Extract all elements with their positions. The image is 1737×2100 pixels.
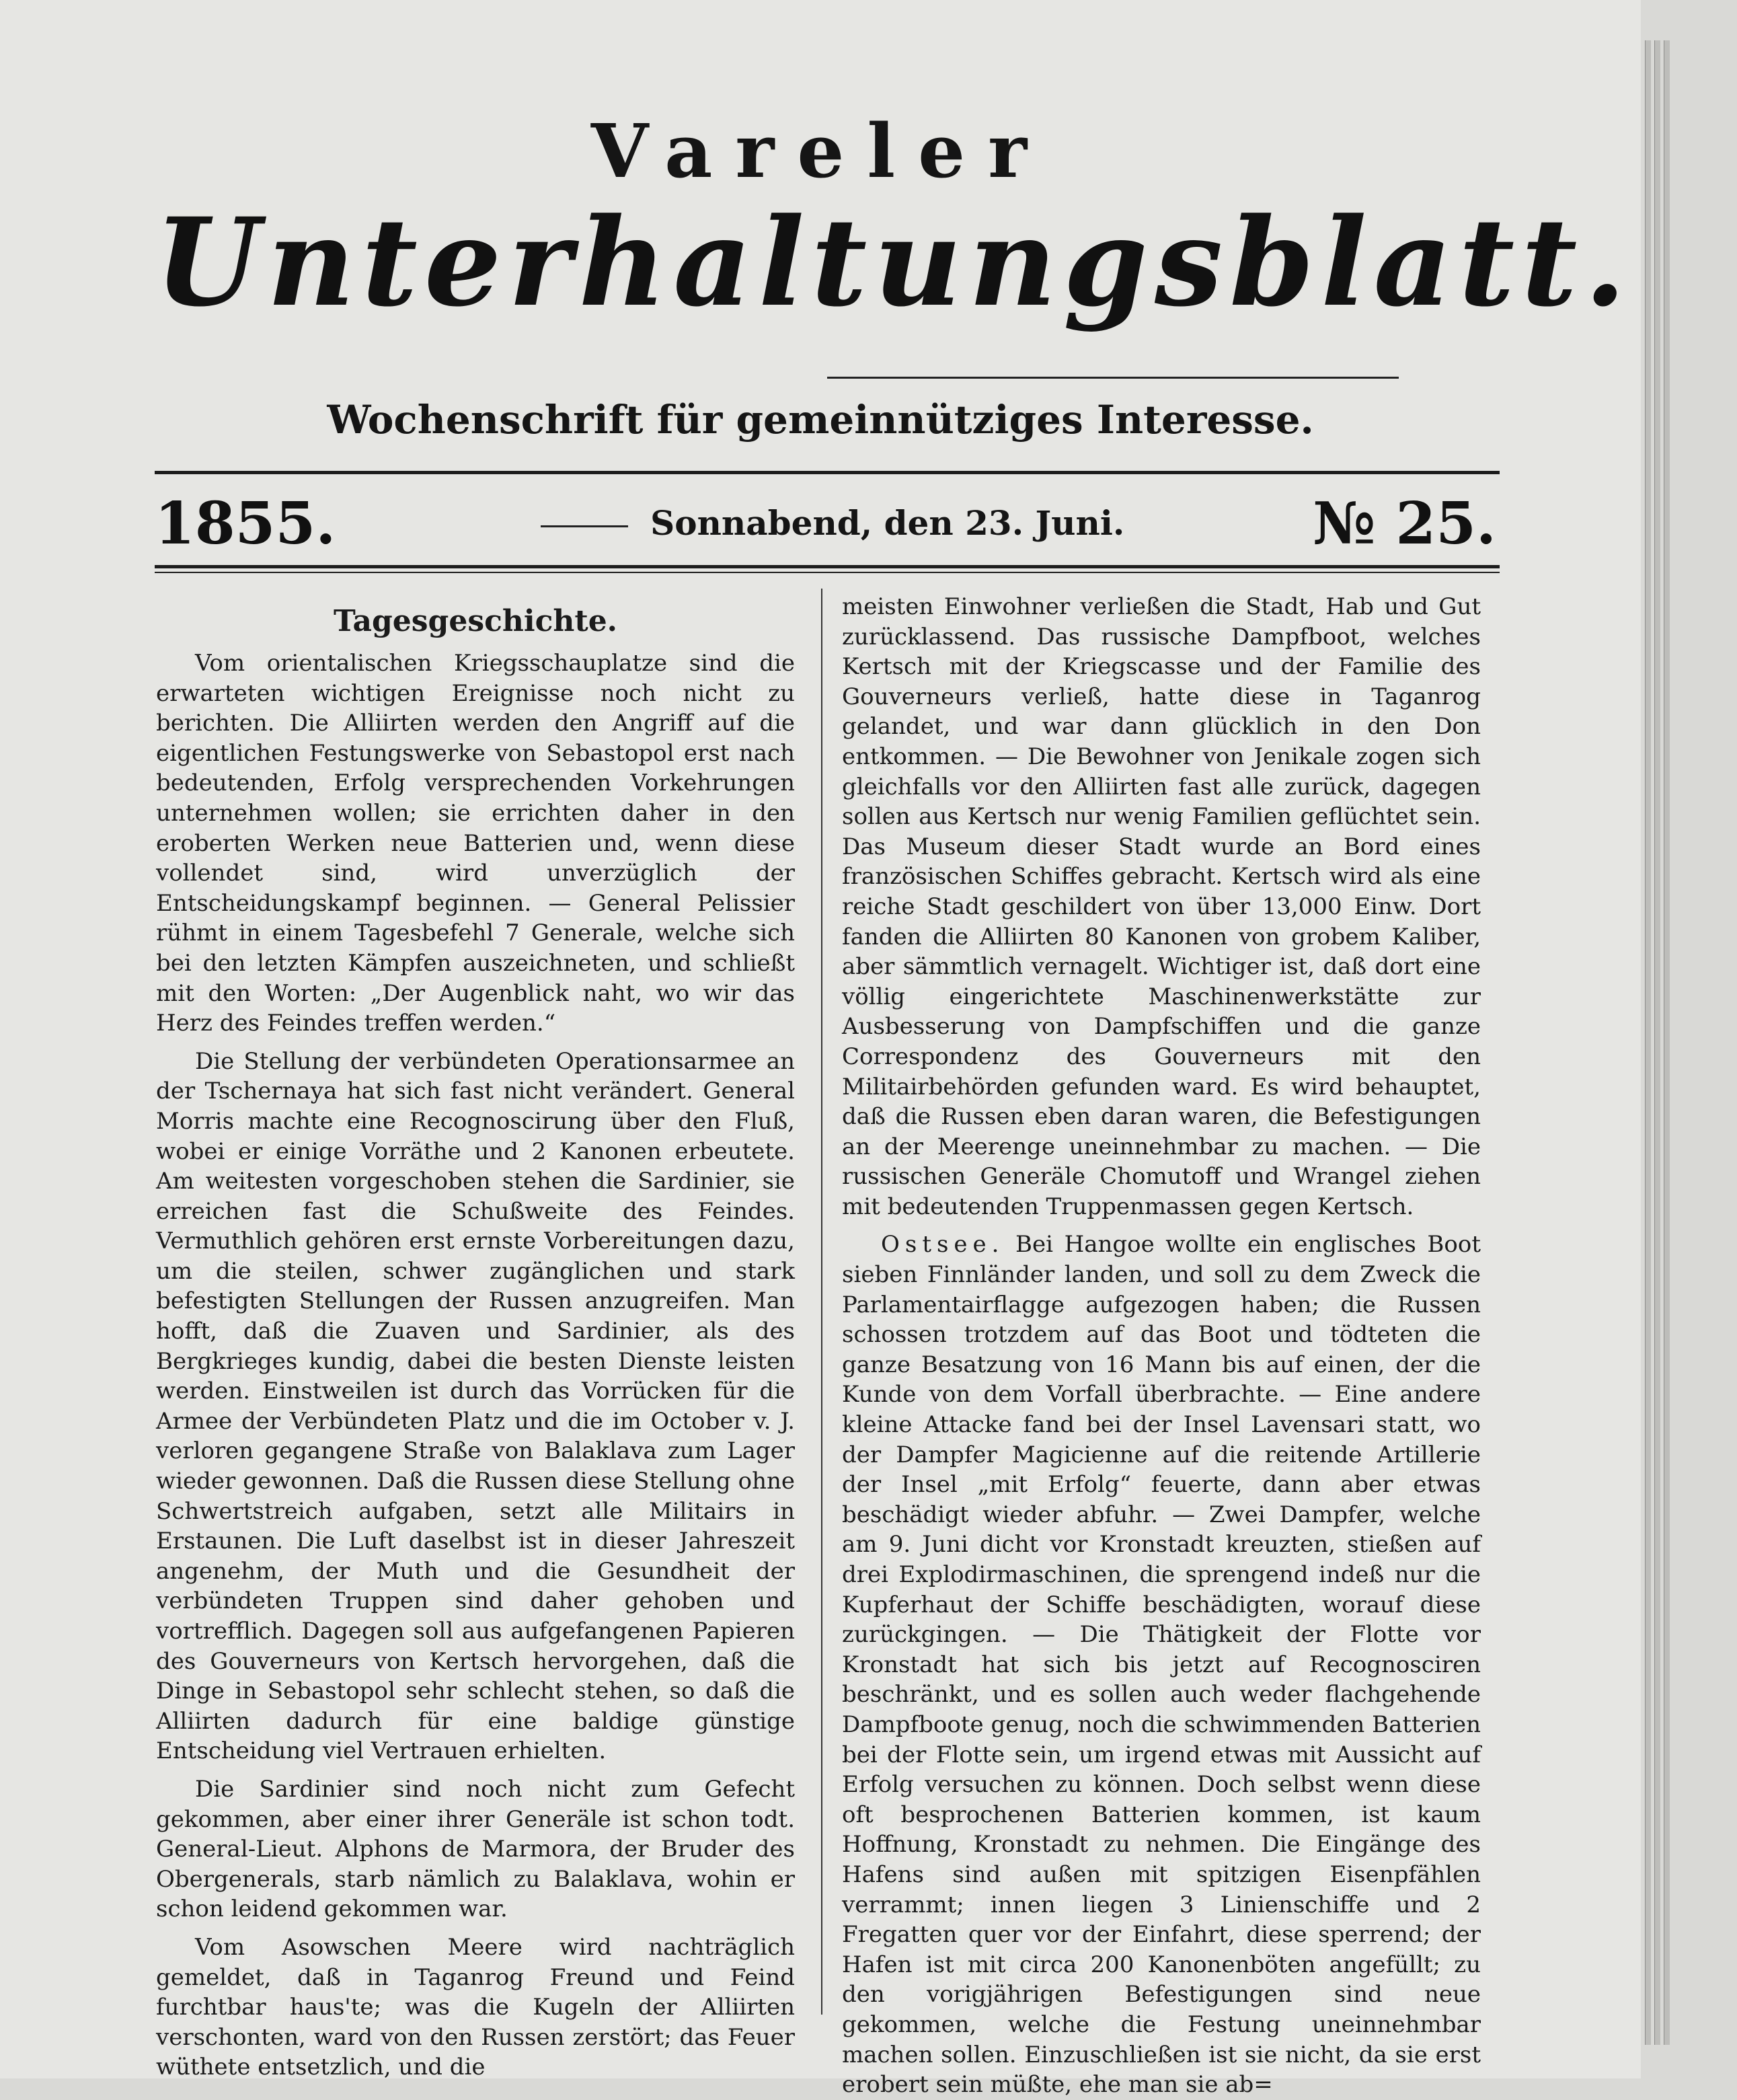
issue-date: Sonnabend, den 23. Juni. (650, 503, 1125, 543)
header-rule-bottom (155, 565, 1500, 568)
paragraph: Die Stellung der verbündeten Operationsarmee an der Tschernaya hat sich fast nicht verändert. General Morris machte eine Recognoscirung über den Fluß, wobei er einige Vorräthe und 2 Kanonen erbeutete. Am weitesten vorgeschoben stehen die Sardinier, sie erreichen fast die Schußweite des Feindes. Vermuthlich gehören erst ernste Vorbereitungen dazu, um die steilen, schwer zugänglichen und stark befestigten Stellungen der Russen anzugreifen. Man hofft, daß die Zuaven und Sardinier, als des Bergkrieges kundig, dabei die besten Dienste leisten werden. Einstweilen ist durch das Vorrücken für die Armee der Verbündeten Platz und die im October v. J. verloren gegangene Straße von Balaklava zum Lager wieder gewonnen. Daß die Russen diese Stellung ohne Schwertstreich aufgaben, setzt alle Militairs in Erstaunen. Die Luft daselbst ist in dieser Jahreszeit angenehm, der Muth und die Gesundheit der verbündeten Truppen sind daher gehoben und vortrefflich. Dagegen soll aus aufgefangenen Papieren des Gouverneurs von Kertsch hervorgehen, daß die Dinge in Sebastopol sehr schlecht stehen, so daß die Alliirten dadurch für eine baldige günstige Entscheidung viel Vertrauen erhielten. (156, 1047, 795, 1765)
header-rule-top (155, 471, 1500, 474)
issue-date-line (511, 503, 1143, 583)
paragraph: Vom Asowschen Meere wird nachträglich gemeldet, daß in Taganrog Freund und Feind furchtbar haus'te; was die Kugeln der Alliirten verschonten, ward von den Russen zerstört; das Feuer wüthete entsetzlich, und die (156, 1933, 795, 2081)
ostsee-text: Bei Hangoe wollte ein englisches Boot sieben Finnländer landen, und soll zu dem Zweck die Parlamentairflagge aufgezogen haben; die Russen schossen trotzdem auf das Boot und tödteten die ganze Besatzung von 16 Mann bis auf einen, der die Kunde von dem Vorfall überbrachte. — Eine andere kleine Attacke fand bei der Insel Lavensari statt, wo der Dampfer Magicienne auf die reitende Artillerie der Insel „mit Erfolg“ feuerte, dann aber etwas beschädigt wieder abfuhr. — Zwei Dampfer, welche am 9. Juni dicht vor Kronstadt kreuzten, stießen auf drei Explodirmaschinen, die sprengend indeß nur die Kupferhaut der Schiffe beschädigten, worauf diese zurückgingen. — Die Thätigkeit der Flotte vor Kronstadt hat sich bis jetzt auf Recognosciren beschränkt, und es sollen auch weder flachgehende Dampfboote genug, noch die schwimmenden Batterien bei der Flotte sein, um irgend etwas mit Aussicht auf Erfolg versuchen zu können. Doch selbst wenn diese oft besprochenen Batterien kommen, ist kaum Hoffnung, Kronstadt zu nehmen. Die Eingänge des Hafens sind außen mit spitzigen Eisenpfählen verrammt; innen liegen 3 Linienschiffe und 2 Fregatten quer vor der Einfahrt, diese sperrend; der Hafen ist mit circa 200 Kanonenböten angefüllt; zu den vorigjährigen Befestigungen sind neue gekommen, welche die Festung uneinnehmbar machen sollen. Einzuschließen ist sie nicht, da sie erst erobert sein müßte, ehe man sie ab= (842, 1231, 1481, 2099)
column-divider (821, 589, 822, 2015)
page-edge (1645, 40, 1651, 2045)
page-edge (1664, 40, 1670, 2045)
masthead-title: Unterhaltungsblatt. (155, 192, 1633, 334)
issue-number: № 25. (1312, 490, 1496, 558)
masthead-town: Vareler (590, 108, 1050, 194)
section-heading: Tagesgeschichte. (333, 604, 618, 638)
ostsee-label: Ostsee. (881, 1231, 1005, 1259)
page-edge (1654, 40, 1660, 2045)
header-rule-bottom-thin (155, 572, 1500, 573)
masthead-rule (827, 377, 1399, 379)
issue-year: 1855. (155, 490, 336, 558)
column-right (842, 592, 1481, 2099)
paragraph: Vom orientalischen Kriegsschauplatze sind die erwarteten wichtigen Ereignisse noch nicht zu berichten. Die Alliirten werden den Angriff auf die eigentlichen Festungswerke von Sebastopol erst nach bedeutenden, Erfolg versprechenden Vorkehrungen unternehmen wollen; sie errichten daher in den eroberten Werken neue Batterien und, wenn diese vollendet sind, wird unverzüglich der Entscheidungskampf beginnen. — General Pelissier rühmt in einem Tagesbefehl 7 Generale, welche sich bei den letzten Kämpfen auszeichneten, und schließt mit den Worten: „Der Augenblick naht, wo wir das Herz des Feindes treffen werden.“ (156, 650, 795, 1037)
date-dash-left (541, 525, 628, 527)
column-left (156, 592, 795, 2081)
paragraph-ostsee (842, 1230, 1481, 2099)
paragraph-continued: meisten Einwohner verließen die Stadt, Hab und Gut zurücklassend. Das russische Dampfboot, welches Kertsch mit der Kriegscasse und der Familie des Gouverneurs verließ, hatte diese in Taganrog gelandet, und war dann glücklich in den Don entkommen. — Die Bewohner von Jenikale zogen sich gleichfalls vor den Alliirten fast alle zurück, dagegen sollen aus Kertsch nur wenig Familien geflüchtet sein. Das Museum dieser Stadt wurde an Bord eines französischen Schiffes gebracht. Kertsch wird als eine reiche Stadt geschildert von über 13,000 Einw. Dort fanden die Alliirten 80 Kanonen von grobem Kaliber, aber sämmtlich vernagelt. Wichtiger ist, daß dort eine völlig eingerichtete Maschinenwerkstätte zur Ausbesserung von Dampfschiffen und die ganze Correspondenz des Gouverneurs mit den Militairbehörden gefunden ward. Es wird behauptet, daß die Russen eben daran waren, die Befestigungen an der Meerenge uneinnehmbar zu machen. — Die russischen Generäle Chomutoff und Wrangel ziehen mit bedeutenden Truppenmassen gegen Kertsch. (842, 593, 1481, 1220)
paragraph: Die Sardinier sind noch nicht zum Gefecht gekommen, aber einer ihrer Generäle ist schon todt. General-Lieut. Alphons de Marmora, der Bruder des Obergenerals, starb nämlich zu Balaklava, wohin er schon leidend gekommen war. (156, 1775, 795, 1923)
masthead-subtitle: Wochenschrift für gemeinnütziges Interesse. (327, 397, 1314, 443)
